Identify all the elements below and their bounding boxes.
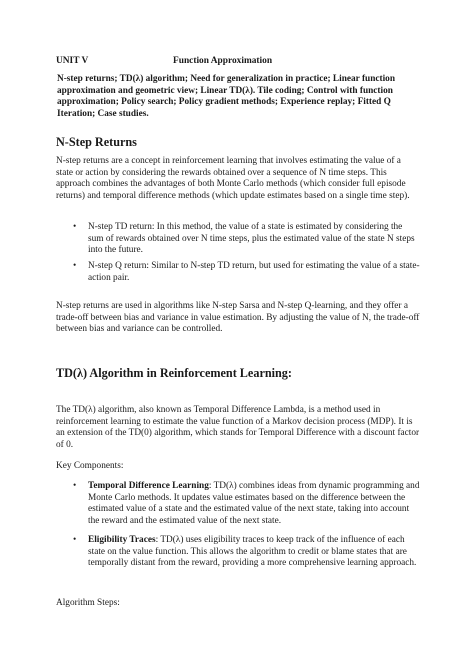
component-term: Temporal Difference Learning [88,481,209,491]
bullet-icon: • [73,261,77,272]
nstep-bullet-text: N-step Q return: Similar to N-step TD return, but used for estimating the value of a state-action pair. [88,261,420,283]
key-components-label: Key Components: [56,461,124,471]
nstep-bullet-text: N-step TD return: In this method, the value of a state is estimated by considering the sum of rewards obtained over N time steps, plus the estimated value of the state N steps into the future. [88,222,415,256]
nstep-intro: N-step returns are a concept in reinforcement learning that involves estimating the value of a state or action by considering the rewards obtained over a sequence of N time steps. This approach combines the advantages of both Monte Carlo methods (which consider full episode returns) and temporal difference methods (which update estimates based on a single time step). [56,156,410,202]
nstep-outro: N-step returns are used in algorithms like N-step Sarsa and N-step Q-learning, and they offer a trade-off between bias and variance in value estimation. By adjusting the value of N, the trade-off between bias and variance can be controlled. [56,301,420,335]
algorithm-steps-label: Algorithm Steps: [56,598,120,608]
td-components-list [56,481,420,570]
bullet-icon: • [73,481,77,491]
component-text: : TD(λ) combines ideas from dynamic programming and Monte Carlo methods. It updates value estimates based on the difference between the estimated value of a state and the estimated value of the next state, taking into account the reward and the estimated value of the next state. [88,481,420,527]
list-item [56,222,420,257]
component-term: Eligibility Traces [88,534,156,545]
unit-title: Function Approximation [173,56,273,66]
nstep-bullet-list [56,222,420,285]
td-intro: The TD(λ) algorithm, also known as Temporal Difference Lambda, is a method used in reinforcement learning to estimate the value function of a Markov decision process (MDP). It is an extension of the TD(0) algorithm, which stands for Temporal Difference with a discount factor of 0. [56,405,420,451]
unit-label: UNIT V [56,56,89,66]
unit-header [56,56,273,66]
component-text: : TD(λ) uses eligibility traces to keep track of the influence of each state on the value function. This allows the algorithm to credit or blame states that are temporally distant from the reward, providing a more comprehensive learning approach. [88,534,417,569]
topics-list: N-step returns; TD(λ) algorithm; Need for generalization in practice; Linear function approximation and geometric view; Linear TD(λ). Tile coding; Control with function approximation; Policy search; Policy gradient methods; Experience replay; Fitted Q Iteration; Case studies. [57,74,396,119]
list-item [56,261,420,284]
nstep-heading: N-Step Returns [56,135,137,149]
list-item [56,535,420,570]
list-item [56,481,420,528]
bullet-icon: • [73,222,77,232]
td-heading: TD(λ) Algorithm in Reinforcement Learning: [56,366,292,380]
bullet-icon: • [73,534,77,545]
